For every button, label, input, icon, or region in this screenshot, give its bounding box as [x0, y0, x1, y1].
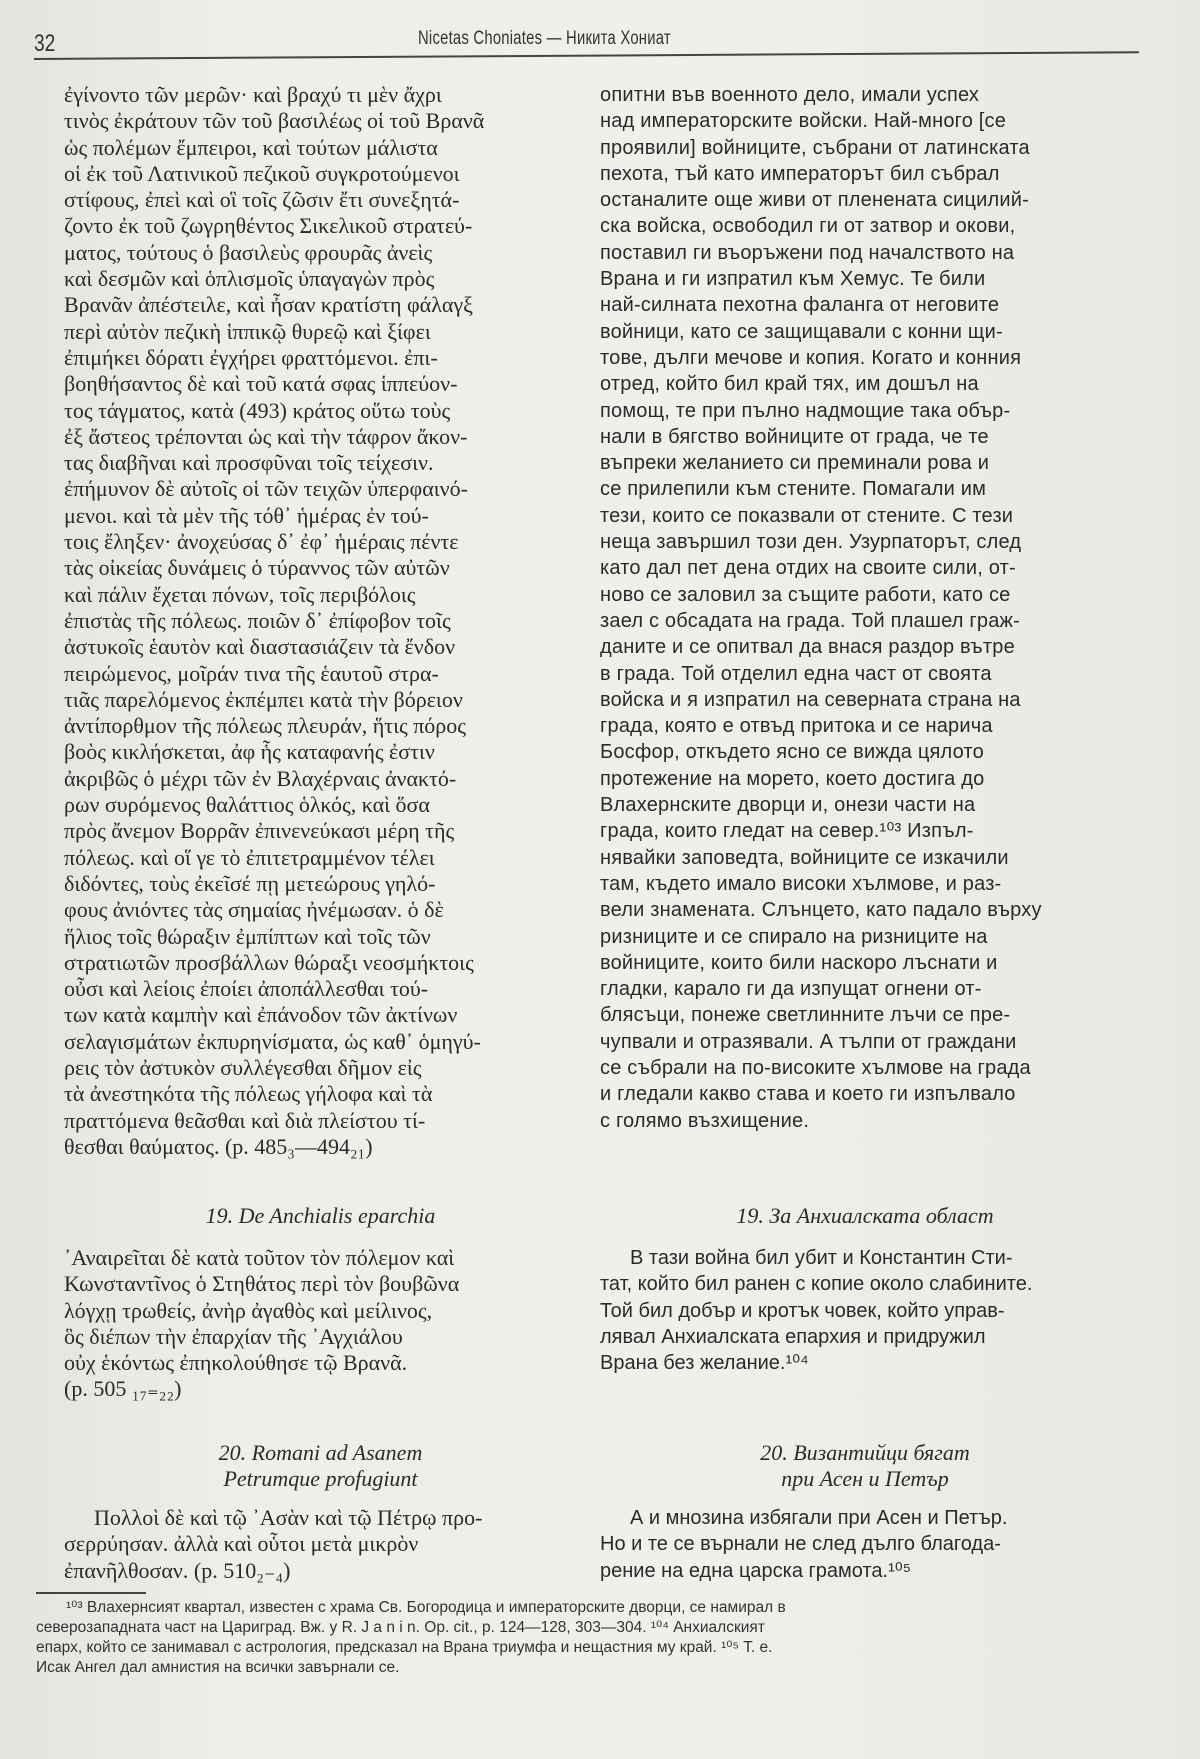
- text-line: града, която е отвъд притока и се нарича: [600, 715, 993, 738]
- text-line: неща завършил този ден. Узурпаторът, след: [600, 531, 1022, 554]
- text-line: ризниците и се спирало на ризниците на: [600, 925, 988, 948]
- text-line: Но и те се върнали не след дълго благода-: [600, 1533, 1001, 1556]
- text-line: ᾿Αναιρεῖται δὲ κατὰ τοῦτον τὸν πόλεμον καὶ: [64, 1245, 455, 1270]
- text-line: σελαγισμάτων ἐκπυρηνίσματα, ὡς καθ᾿ ὁμηγύ-: [64, 1028, 481, 1054]
- section-20-greek-heading: [64, 1440, 577, 1492]
- text-line: ново се заловил за същите работи, като се: [600, 583, 1011, 606]
- text-line: οὐχ ἑκόντως ἐπηκολούθησε τῷ Βρανᾶ.: [64, 1350, 408, 1376]
- text-line: блясъци, понеже светлинните лъчи се пре-: [600, 1004, 1011, 1027]
- text-line: ζοντο ἐκ τοῦ ζωγρηθέντος Σικελικοῦ στρατεύ-: [64, 213, 473, 239]
- text-line: се прилепили към стените. Помагали им: [600, 478, 987, 501]
- text-line: В тази война бил убит и Константин Сти-: [630, 1247, 1013, 1269]
- text-line: се събрали на по-високите хълмове на града: [600, 1056, 1031, 1079]
- text-line: διδόντες, τοὺς ἐκεῖσέ πῃ μετεώρους γηλό-: [64, 870, 436, 896]
- heading-line: при Асен и Петър: [781, 1466, 949, 1491]
- text-line: βοηθήσαντος δὲ καὶ τοῦ κατά σφας ἱππεύον-: [64, 371, 458, 397]
- text-line: στίφους, ἐπεὶ καὶ οἳ τοῖς ζῶσιν ἔτι συνεξητά-: [64, 187, 460, 213]
- text-line: тези, които се показвали от стените. С тези: [600, 504, 1014, 527]
- text-line: войска и я изпратил на северната страна на: [600, 688, 1021, 711]
- text-line: там, където имало високи хълмове, и раз-: [600, 872, 1002, 895]
- text-line: τὰς οἰκείας δυνάμεις ὁ τύραννος τῶν αὐτῶν: [64, 555, 450, 581]
- text-line: τος τάγματος, κατὰ (493) κράτος οὕτω τοὺς: [64, 397, 451, 423]
- text-line: οἱ ἐκ τοῦ Λατινικοῦ πεζικοῦ συγκροτούμενοι: [64, 160, 460, 186]
- text-line: πραττόμενα θεᾶσθαι καὶ διὰ πλείστου τί-: [64, 1107, 426, 1133]
- running-title: Nicetas Choniates — Никита Хониат: [418, 28, 671, 49]
- text-line: нали в бягство войниците от града, че те: [600, 425, 989, 448]
- text-line: проявили] войниците, събрани от латинската: [600, 136, 1030, 159]
- text-line: μενοι. καὶ τὰ μὲν τῆς τόθ᾿ ἡμέρας ἐν τού-: [64, 502, 429, 528]
- text-line: протежение на морето, което достига до: [600, 767, 985, 790]
- text-line: περὶ αὐτὸν πεζικὴ ἱππικῷ θυρεῷ καὶ ξίφει: [64, 318, 431, 344]
- greek-text-column: [64, 82, 577, 1160]
- text-line: των κατὰ καμπὴν καὶ ἐπάνοδον τῶν ἀκτίνων: [64, 1002, 458, 1028]
- text-line: ἥλιος τοῖς θώραξιν ἐμπίπτων καὶ τοῖς τῶν: [64, 923, 431, 949]
- text-line: нявайки заповедта, войниците се изкачили: [600, 846, 1009, 869]
- text-line: лявал Анхиалската епархия и придружил: [600, 1325, 986, 1348]
- footnote-line: ¹⁰³ Влахернсият квартал, известен с храма Св. Богородица и императорските дворци, се намирал в: [66, 1599, 786, 1616]
- text-line: στρατιωτῶν προσβάλλων θώραξι νεοσμήκτοις: [64, 949, 474, 975]
- text-line: πρὸς ἄνεμον Βορρᾶν ἐπινενεύκασι μέρη τῆς: [64, 818, 455, 844]
- text-line: ὃς διέπων τὴν ἐπαρχίαν τῆς ᾿Αγχιάλου: [64, 1323, 403, 1349]
- text-line: гладки, карало ги да изпущат огнени от-: [600, 978, 982, 1001]
- text-line: отред, който бил край тях, им дошъл на: [600, 373, 979, 396]
- text-line: ρων συρόμενος θαλάττιος ὁλκός, καὶ ὅσα: [64, 792, 430, 818]
- text-line: φους ἀνιόντες τὰς σημαίας ἠνέμωσαν. ὁ δὲ: [64, 897, 444, 923]
- text-line: А и мнозина избягали при Асен и Петър.: [630, 1507, 1008, 1529]
- text-line: поставил ги въоръжени под началството на: [600, 241, 1015, 264]
- text-line: ἐξ ἄστεος τρέπονται ὡς καὶ τὴν τάφρον ἄκον-: [64, 423, 468, 449]
- footnote-rule: [36, 1592, 146, 1594]
- text-line: θεσθαι θαύματος. (p. 485₃—494₂₁): [64, 1133, 373, 1159]
- text-line: в града. Той отделил една част от своята: [600, 662, 992, 685]
- text-line: Πολλοὶ δὲ καὶ τῷ ᾿Ασὰν καὶ τῷ Πέτρῳ προ-: [94, 1505, 483, 1530]
- section-20-bulgarian-heading: [600, 1440, 1130, 1492]
- text-line: Βρανᾶν ἀπέστειλε, καὶ ἦσαν κρατίστη φάλαγξ: [64, 292, 473, 318]
- header-rule: [34, 51, 1139, 60]
- text-line: ἀκριβῶς ὁ μέχρι τῶν ἐν Βλαχέρναις ἀνακτό-: [64, 765, 457, 791]
- text-line: τας διαβῆναι καὶ προσφῦναι τοῖς τείχεσιν.: [64, 450, 434, 476]
- text-line: даните и се опитвал да внася раздор вътре: [600, 636, 1015, 659]
- footnotes: [36, 1598, 1136, 1678]
- text-line: Той бил добър и кротък човек, който управ-: [600, 1299, 1005, 1322]
- page-number: 32: [34, 30, 56, 57]
- text-line: τὰ ἀνεστηκότα τῆς πόλεως γήλοφα καὶ τὰ: [64, 1081, 433, 1107]
- text-line: останалите още живи от пленената сицилий-: [600, 189, 1029, 212]
- text-line: вели знамената. Слънцето, като падало върху: [600, 899, 1042, 922]
- text-line: ρεις τὸν ἀστυκὸν συλλέγεσθαι δῆμον εἰς: [64, 1054, 422, 1080]
- text-line: Врана без желание.¹⁰⁴: [600, 1352, 809, 1375]
- footnote-line: северозападната част на Цариград. Вж. у R. J a n i n. Op. cit., p. 124—128, 303—304. ¹⁰⁴ Анхиалският: [36, 1619, 765, 1636]
- text-line: чупвали и отразявали. А тълпи от граждани: [600, 1030, 1017, 1053]
- text-line: ска войска, освободил ги от затвор и окови,: [600, 215, 1016, 238]
- text-line: πειρώμενος, μοῖράν τινα τῆς ἑαυτοῦ στρα-: [64, 660, 439, 686]
- page-header: [34, 18, 1139, 68]
- text-line: καὶ πάλιν ἔχεται πόνων, τοῖς περιβόλοις: [64, 581, 416, 607]
- text-line: тат, който бил ранен с копие около слабините.: [600, 1273, 1033, 1296]
- text-line: ἐπιστὰς τῆς πόλεως. ποιῶν δ᾿ ἐπίφοβον τοῖς: [64, 607, 451, 633]
- text-line: ἐπιμήκει δόρατι ἐγχήρει φραττόμενοι. ἐπι-: [64, 344, 438, 370]
- text-line: ματος, τούτους ὁ βασιλεὺς φρουρᾶς ἀνεὶς: [64, 239, 433, 265]
- text-line: ὡς πολέμων ἔμπειροι, καὶ τούτων μάλιστα: [64, 134, 438, 160]
- text-line: ἀστυκοῖς ἑαυτὸν καὶ διαστασιάζειν τὰ ἔνδον: [64, 634, 456, 660]
- text-line: Влахернските дворци и, онези части на: [600, 794, 976, 817]
- footnote-line: Исак Ангел дал амнистия на всички завърнали се.: [36, 1659, 400, 1676]
- text-line: заел с обсадата на града. Той плашел граж-: [600, 609, 1020, 632]
- text-line: като дал пет дена отдих на своите сили, от-: [600, 557, 1016, 580]
- text-line: ἐπήμυνον δὲ αὐτοῖς οἱ τῶν τειχῶν ὑπερφαινό-: [64, 476, 468, 502]
- section-19-bulgarian-text: [600, 1245, 1130, 1376]
- text-line: τινὸς ἐκράτουν τῶν τοῦ βασιλέως οἱ τοῦ Βρανᾶ: [64, 108, 485, 134]
- section-19-greek-heading: 19. De Anchialis eparchia: [205, 1203, 436, 1228]
- text-line: ἐγίνοντο τῶν μερῶν· καὶ βραχύ τι μὲν ἄχρι: [64, 82, 442, 107]
- text-line: καὶ δεσμῶν καὶ ὁπλισμοῖς ὑπαγαγὼν πρὸς: [64, 266, 435, 292]
- text-line: ἀντίπορθμον τῆς πόλεως πλευράν, ἥτις πόρος: [64, 713, 466, 739]
- footnote-line: епарх, който се занимавал с астрология, предсказал на Врана триумфа и нещастния му край. ¹⁰⁵ Т. е.: [36, 1639, 773, 1656]
- heading-line: Petrumque profugiunt: [223, 1466, 418, 1491]
- text-line: рение на една царска грамота.¹⁰⁵: [600, 1559, 912, 1582]
- text-line: ἐπανῆλθοσαν. (p. 510₂₋₄): [64, 1557, 291, 1583]
- text-line: войниците, които били наскоро лъснати и: [600, 951, 998, 974]
- text-line: с голямо възхищение.: [600, 1109, 810, 1132]
- text-line: опитни във военното дело, имали успех: [600, 84, 980, 106]
- text-line: над императорските войски. Най-много [се: [600, 110, 1007, 133]
- text-line: (p. 505 ₁₇₌₂₂): [64, 1376, 182, 1402]
- section-20-bulgarian-text: [600, 1505, 1130, 1584]
- text-line: οὖσι καὶ λείοις ἐποίει ἀποπάλλεσθαι τού-: [64, 976, 429, 1002]
- section-20-greek-text: [64, 1505, 577, 1584]
- heading-line: 20. Византийци бягат: [760, 1440, 970, 1465]
- heading-line: 20. Romani ad Asanem: [218, 1440, 423, 1465]
- section-19-greek-text: [64, 1245, 577, 1403]
- text-line: Κωνσταντῖνος ὁ Στηθάτος περὶ τὸν βουβῶνα: [64, 1271, 460, 1297]
- text-line: τιᾶς παρελόμενος ἐκπέμπει κατὰ τὴν βόρειον: [64, 686, 463, 712]
- text-line: пехота, тъй като императорът бил събрал: [600, 162, 1000, 185]
- text-line: βοὸς κικλήσκεται, ἀφ ἧς καταφανής ἐστιν: [64, 739, 435, 765]
- text-line: и гледали какво става и което ги изпълвало: [600, 1083, 1016, 1106]
- text-line: въпреки желанието си преминали рова и: [600, 452, 990, 475]
- text-line: λόγχῃ τρωθείς, ἀνὴρ ἀγαθὸς καὶ μείλινος,: [64, 1297, 433, 1323]
- bulgarian-text-column: [600, 82, 1130, 1134]
- text-line: града, които гледат на север.¹⁰³ Изпъл-: [600, 820, 974, 843]
- section-19-bulgarian-heading: 19. За Анхиалската област: [736, 1203, 994, 1228]
- text-line: войници, като се защищавали с конни щи-: [600, 320, 1003, 343]
- text-line: най-силната пехотна фаланга от неговите: [600, 294, 1000, 317]
- text-line: Врана и ги изпратил към Хемус. Те били: [600, 268, 986, 291]
- text-line: τοις ἔληξεν· ἀνοχεύσας δ᾿ ἐφ᾿ ἡμέραις πέντε: [64, 529, 459, 555]
- text-line: σερρύησαν. ἀλλὰ καὶ οὗτοι μετὰ μικρὸν: [64, 1531, 419, 1557]
- text-line: Босфор, откъдето ясно се вижда цялото: [600, 741, 984, 764]
- text-line: помощ, те при пълно надмощие така обър-: [600, 399, 1011, 422]
- text-line: тове, дълги мечове и копия. Когато и конния: [600, 346, 1022, 369]
- text-line: πόλεως. καὶ οἵ γε τὸ ἐπιτετραμμένον τέλει: [64, 844, 435, 870]
